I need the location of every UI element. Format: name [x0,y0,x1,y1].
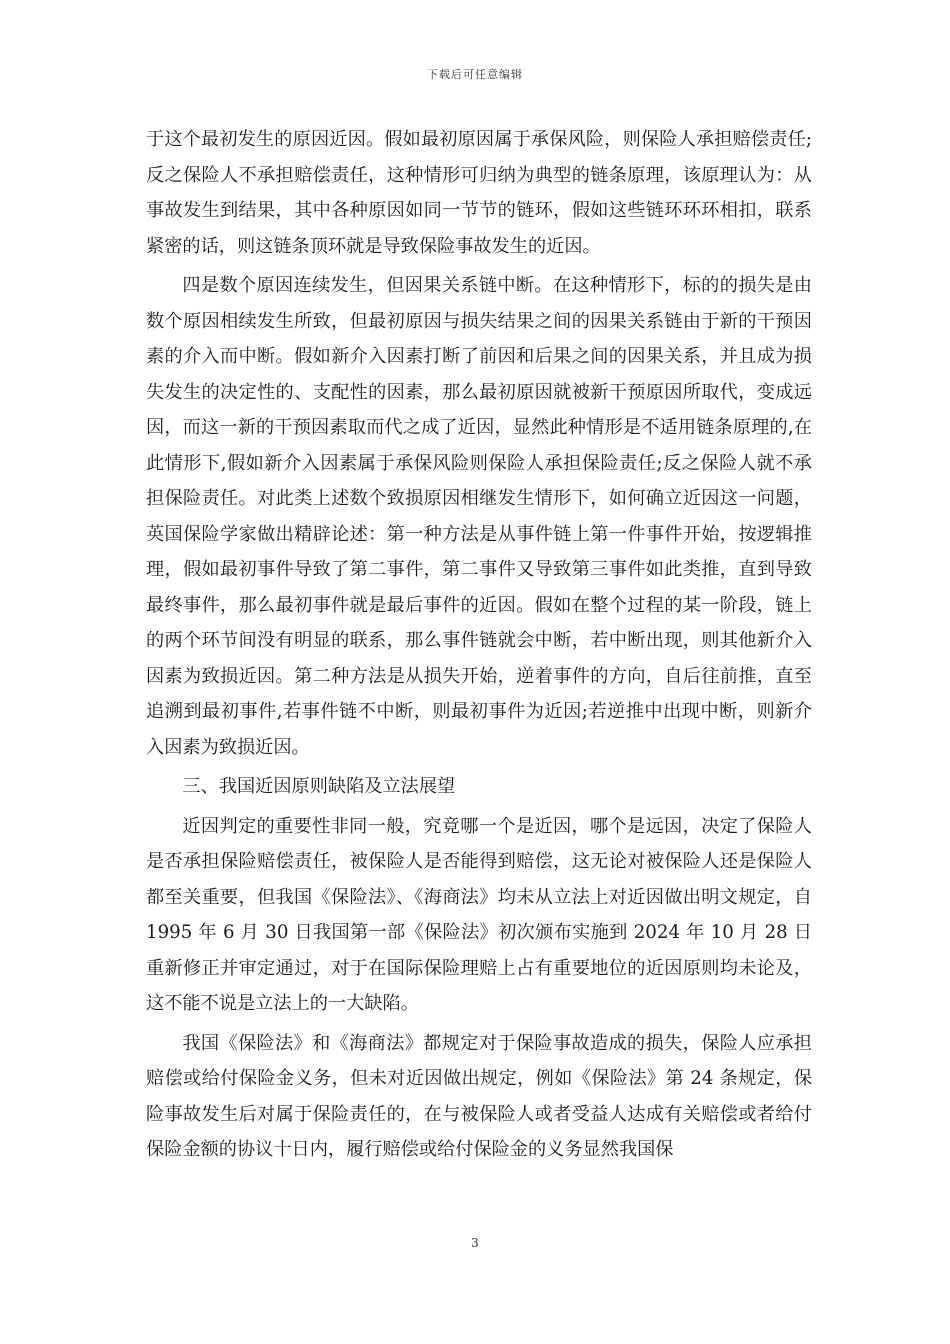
page-header: 下载后可任意编辑 [427,68,523,81]
paragraph-3: 近因判定的重要性非同一般，究竟哪一个是近因，哪个是远因，决定了保险人是否承担保险赔偿责任，被保险人是否能得到赔偿，这无论对被保险人还是保险人都至关重要，但我国《保险法》、《海商法》均未从立法上对近因做出明文规定，自 1995 年 6 月 30 日我国第一部《保险法》初次颁布实施到 2024 年 10 月 28 日重新修正并审定通过，对于在国际保险理赔上占有重要地位的近因原则均未论及，这不能不说是立法上的一大缺陷。 [146,815,812,1014]
document-body [146,122,812,1172]
paragraph-2: 四是数个原因连续发生，但因果关系链中断。在这种情形下，标的的损失是由数个原因相续发生所致，但最初原因与损失结果之间的因果关系链由于新的干预因素的介入而中断。假如新介入因素打断了前因和后果之间的因果关系，并且成为损失发生的决定性的、支配性的因素，那么最初原因就被新干预原因所取代，变成远因，而这一新的干预因素取而代之成了近因，显然此种情形是不适用链条原理的,在此情形下,假如新介入因素属于承保风险则保险人承担保险责任;反之保险人就不承担保险责任。对此类上述数个致损原因相继发生情形下，如何确立近因这一问题，英国保险学家做出精辟论述：第一种方法是从事件链上第一件事件开始，按逻辑推理，假如最初事件导致了第二事件，第二事件又导致第三事件如此类推，直到导致最终事件，那么最初事件就是最后事件的近因。假如在整个过程的某一阶段，链上的两个环节间没有明显的联系，那么事件链就会中断，若中断出现，则其他新介入因素为致损近因。第二种方法是从损失开始，逆着事件的方向，自后往前推，直至追溯到最初事件,若事件链不中断，则最初事件为近因;若逆推中出现中断，则新介入因素为致损近因。 [146,275,812,758]
page-number: 3 [471,1236,479,1250]
section-heading: 三、我国近因原则缺陷及立法展望 [182,776,456,797]
paragraph-1: 于这个最初发生的原因近因。假如最初原因属于承保风险，则保险人承担赔偿责任;反之保险人不承担赔偿责任，这种情形可归纳为典型的链条原理，该原理认为：从事故发生到结果，其中各种原因如同一节节的链环，假如这些链环环环相扣，联系紧密的话，则这链条顶环就是导致保险事故发生的近因。 [146,129,812,257]
paragraph-4: 我国《保险法》和《海商法》都规定对于保险事故造成的损失，保险人应承担赔偿或给付保险金义务，但未对近因做出规定，例如《保险法》第 24 条规定，保险事故发生后对属于保险责任的，在与被保险人或者受益人达成有关赔偿或者给付保险金额的协议十日内，履行赔偿或给付保险金的义务显然我国保 [146,1032,812,1160]
